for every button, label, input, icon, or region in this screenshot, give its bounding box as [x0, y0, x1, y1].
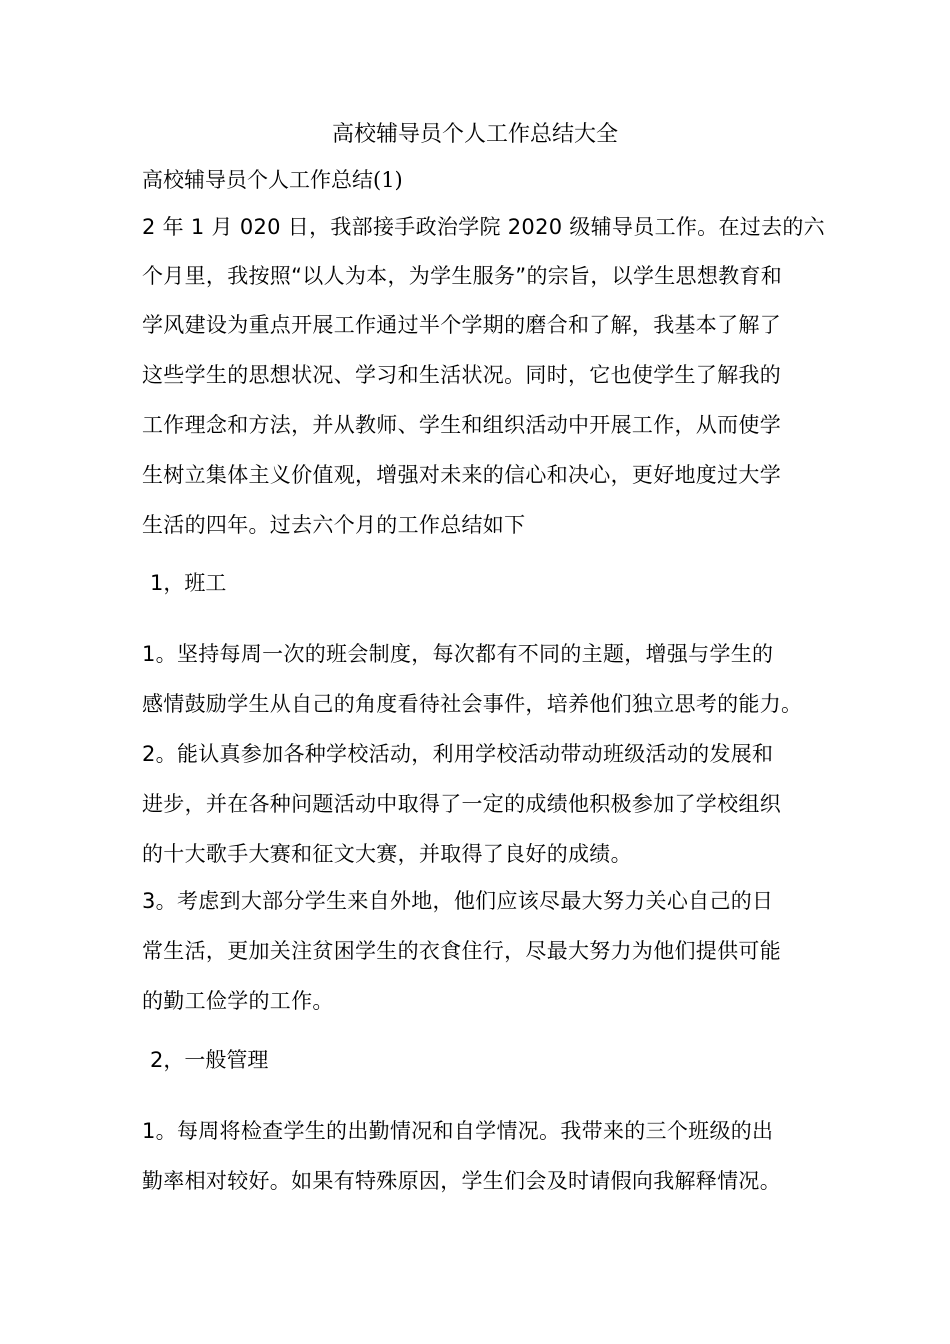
section-heading-general-management: 2，一般管理 [150, 1048, 269, 1072]
intro-line: 2 年 1 月 020 日，我部接手政治学院 2020 级辅导员工作。在过去的六 [142, 215, 825, 239]
item-line: 1。坚持每周一次的班会制度，每次都有不同的主题，增强与学生的 [142, 642, 774, 666]
item-line: 勤率相对较好。如果有特殊原因，学生们会及时请假向我解释情况。 [142, 1169, 781, 1193]
intro-line: 工作理念和方法，并从教师、学生和组织活动中开展工作，从而使学 [142, 413, 781, 437]
document-title: 高校辅导员个人工作总结大全 [331, 122, 618, 147]
document-subtitle: 高校辅导员个人工作总结(1) [142, 168, 403, 192]
item-line: 感情鼓励学生从自己的角度看待社会事件，培养他们独立思考的能力。 [142, 692, 803, 716]
item-line: 常生活，更加关注贫困学生的衣食住行，尽最大努力为他们提供可能 [142, 939, 781, 963]
item-line: 的十大歌手大赛和征文大赛，并取得了良好的成绩。 [142, 842, 632, 866]
intro-line: 生活的四年。过去六个月的工作总结如下 [142, 513, 526, 537]
item-line: 的勤工俭学的工作。 [142, 989, 334, 1013]
intro-line: 这些学生的思想状况、学习和生活状况。同时，它也使学生了解我的 [142, 363, 781, 387]
intro-line: 个月里，我按照“以人为本，为学生服务”的宗旨，以学生思想教育和 [142, 264, 783, 288]
section-heading-class-work: 1，班工 [150, 571, 227, 595]
item-line: 进步，并在各种问题活动中取得了一定的成绩他积极参加了学校组织 [142, 792, 781, 816]
item-line: 1。每周将检查学生的出勤情况和自学情况。我带来的三个班级的出 [142, 1119, 774, 1143]
item-line: 2。能认真参加各种学校活动，利用学校活动带动班级活动的发展和 [142, 742, 774, 766]
item-line: 3。考虑到大部分学生来自外地，他们应该尽最大努力关心自己的日 [142, 889, 774, 913]
intro-line: 学风建设为重点开展工作通过半个学期的磨合和了解，我基本了解了 [142, 313, 781, 337]
intro-line: 生树立集体主义价值观，增强对未来的信心和决心，更好地度过大学 [142, 463, 781, 487]
